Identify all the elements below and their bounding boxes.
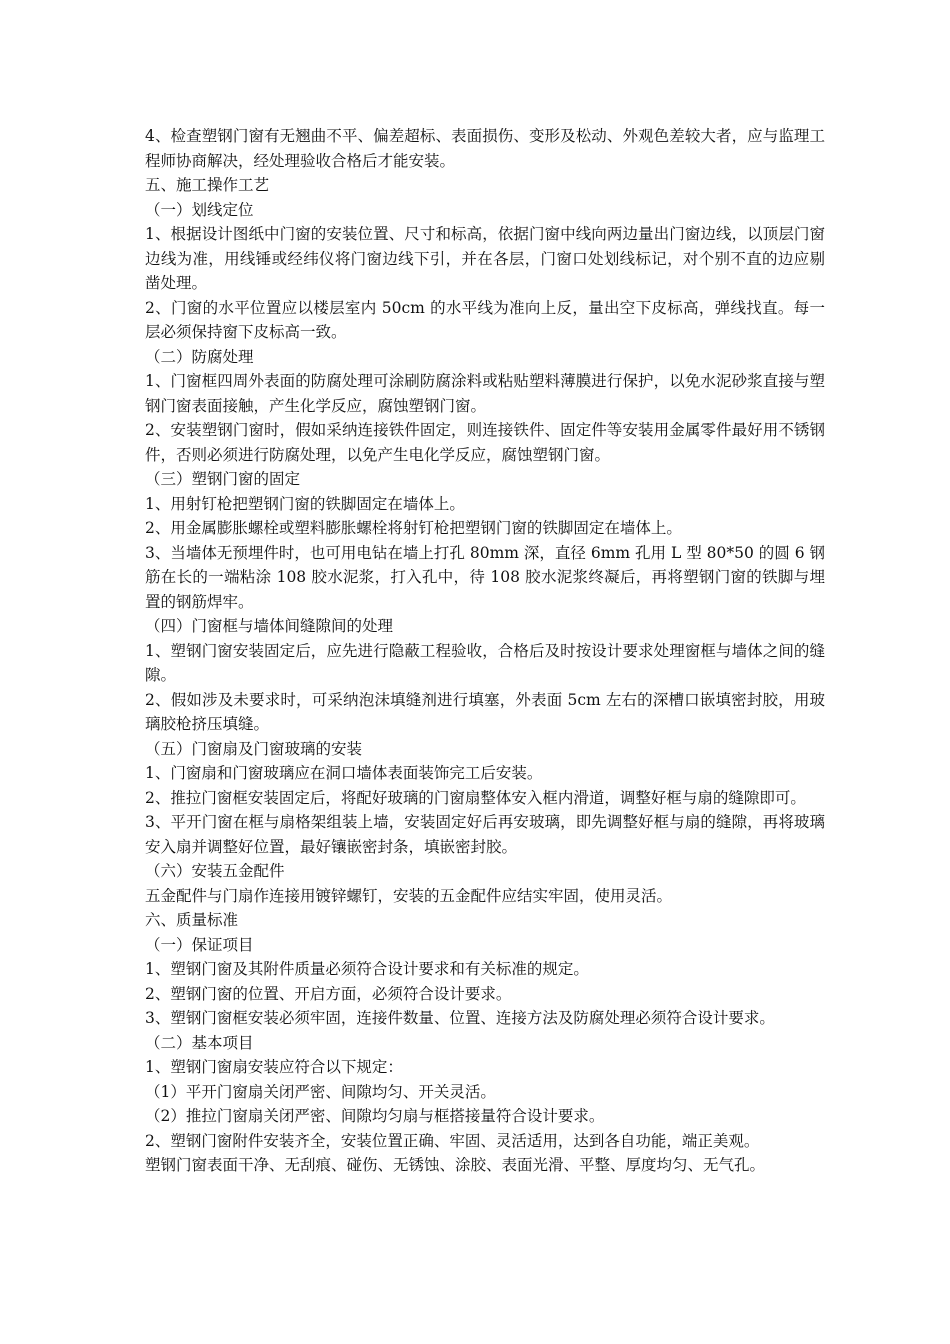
paragraph-basic-1: 1、塑钢门窗扇安装应符合以下规定： bbox=[145, 1058, 403, 1076]
subsection-heading-anticorrosion: （二）防腐处理 bbox=[145, 347, 254, 366]
paragraph-guarantee-3: 3、塑钢门窗框安装必须牢固，连接件数量、位置、连接方法及防腐处理必须符合设计要求。 bbox=[145, 1009, 775, 1027]
section-heading-quality-standard: 六、质量标准 bbox=[145, 911, 239, 929]
subsection-heading-guarantee: （一）保证项目 bbox=[145, 935, 254, 954]
paragraph-guarantee-1: 1、塑钢门窗及其附件质量必须符合设计要求和有关标准的规定。 bbox=[145, 960, 589, 978]
paragraph-anticorrosion-2: 2、安装塑钢门窗时，假如采纳连接铁件固定，则连接铁件、固定件等安装用金属零件最好用不锈钢件，否则必须进行防腐处理，以免产生电化学反应，腐蚀塑钢门窗。 bbox=[145, 421, 825, 464]
paragraph-marking-2: 2、门窗的水平位置应以楼层室内 50cm 的水平线为准向上反，量出空下皮标高，弹线找直。每一层必须保持窗下皮标高一致。 bbox=[145, 298, 825, 341]
subsection-heading-fixing: （三）塑钢门窗的固定 bbox=[145, 470, 301, 488]
paragraph-fixing-2: 2、用金属膨胀螺栓或塑料膨胀螺栓将射钉枪把塑钢门窗的铁脚固定在墙体上。 bbox=[145, 519, 682, 537]
subsection-heading-sash-glass: （五）门窗扇及门窗玻璃的安装 bbox=[145, 739, 363, 758]
paragraph-anticorrosion-1: 1、门窗框四周外表面的防腐处理可涂刷防腐涂料或粘贴塑料薄膜进行保护，以免水泥砂浆直接与塑钢门窗表面接触，产生化学反应，腐蚀塑钢门窗。 bbox=[145, 372, 825, 415]
document-body bbox=[145, 124, 825, 1178]
paragraph-sash-2: 2、推拉门窗框安装固定后，将配好玻璃的门窗扇整体安入框内滑道，调整好框与扇的缝隙即可。 bbox=[145, 788, 806, 807]
paragraph-sash-3: 3、平开门窗在框与扇格架组装上墙，安装固定好后再安玻璃，即先调整好框与扇的缝隙，再将玻璃安入扇并调整好位置，最好镶嵌密封条，填嵌密封胶。 bbox=[145, 813, 825, 856]
paragraph-basic-1-a: （1）平开门窗扇关闭严密、间隙均匀、开关灵活。 bbox=[145, 1082, 496, 1101]
paragraph-sash-1: 1、门窗扇和门窗玻璃应在洞口墙体表面装饰完工后安装。 bbox=[145, 764, 543, 782]
paragraph-surface: 塑钢门窗表面干净、无刮痕、碰伤、无锈蚀、涂胶、表面光滑、平整、厚度均匀、无气孔。 bbox=[145, 1156, 766, 1174]
paragraph-4-inspection: 4、检查塑钢门窗有无翘曲不平、偏差超标、表面损伤、变形及松动、外观色差较大者，应与监理工程师协商解决，经处理验收合格后才能安装。 bbox=[145, 127, 825, 170]
subsection-heading-basic-items: （二）基本项目 bbox=[145, 1033, 254, 1052]
paragraph-basic-2: 2、塑钢门窗附件安装齐全，安装位置正确、牢固、灵活适用，达到各自功能，端正美观。 bbox=[145, 1131, 760, 1150]
subsection-heading-hardware: （六）安装五金配件 bbox=[145, 862, 285, 880]
paragraph-fixing-1: 1、用射钉枪把塑钢门窗的铁脚固定在墙体上。 bbox=[145, 494, 465, 513]
paragraph-fixing-3: 3、当墙体无预埋件时，也可用电钻在墙上打孔 80mm 深，直径 6mm 孔用 L 型 80*50 的圆 6 钢筋在长的一端粘涂 108 胶水泥浆，打入孔中，待 108 胶水泥浆终凝后，再将塑钢门窗的铁脚与埋置的钢筋焊牢。 bbox=[145, 543, 825, 611]
paragraph-marking-1: 1、根据设计图纸中门窗的安装位置、尺寸和标高，依据门窗中线向两边量出门窗边线，以顶层门窗边线为准，用线锤或经纬仪将门窗边线下引，并在各层，门窗口处划线标记，对个别不直的边应剔凿处理。 bbox=[145, 225, 825, 292]
paragraph-gap-2: 2、假如涉及未要求时，可采纳泡沫填缝剂进行填塞，外表面 5cm 左右的深槽口嵌填密封胶，用玻璃胶枪挤压填缝。 bbox=[145, 690, 825, 733]
paragraph-basic-1-b: （2）推拉门窗扇关闭严密、间隙均匀扇与框搭接量符合设计要求。 bbox=[145, 1107, 605, 1125]
subsection-heading-marking: （一）划线定位 bbox=[145, 200, 254, 219]
paragraph-hardware: 五金配件与门扇作连接用镀锌螺钉，安装的五金配件应结实牢固，使用灵活。 bbox=[145, 886, 673, 905]
paragraph-guarantee-2: 2、塑钢门窗的位置、开启方面，必须符合设计要求。 bbox=[145, 984, 512, 1003]
subsection-heading-gap-treatment: （四）门窗框与墙体间缝隙间的处理 bbox=[145, 617, 394, 635]
paragraph-gap-1: 1、塑钢门窗安装固定后，应先进行隐蔽工程验收，合格后及时按设计要求处理窗框与墙体之间的缝隙。 bbox=[145, 641, 825, 684]
section-heading-construction-process: 五、施工操作工艺 bbox=[145, 176, 270, 194]
